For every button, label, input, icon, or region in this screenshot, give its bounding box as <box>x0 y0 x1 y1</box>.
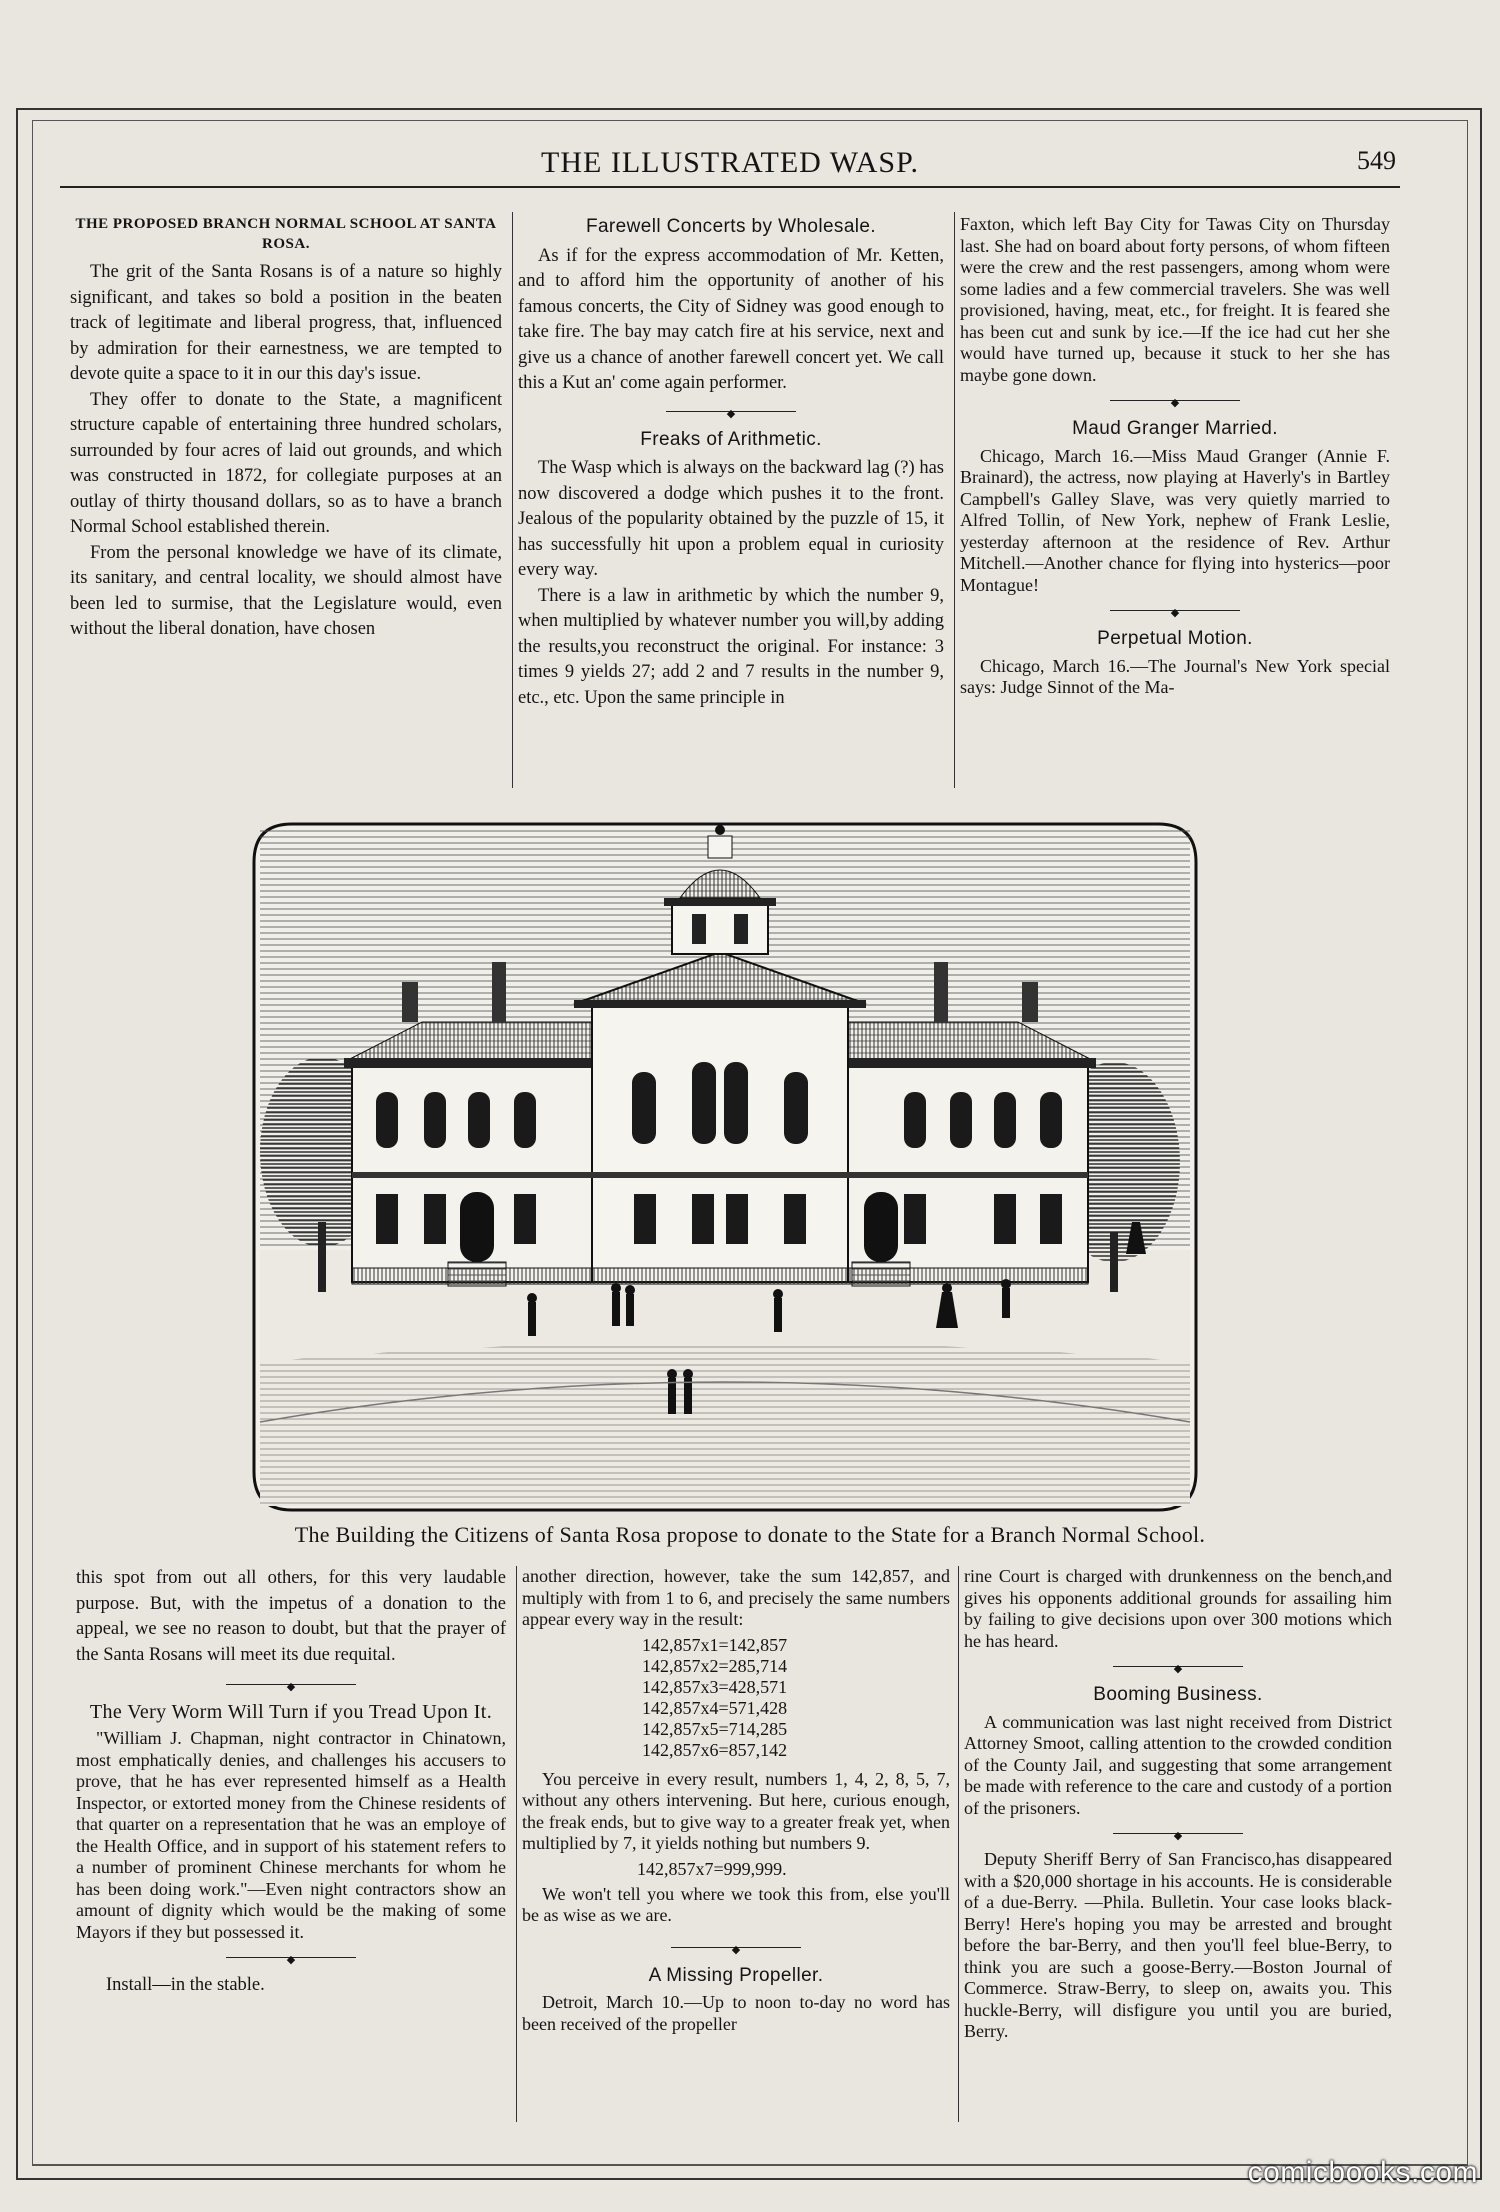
article-heading-farewell-concerts: Farewell Concerts by Wholesale. <box>585 216 877 237</box>
ornament-divider <box>1113 1827 1243 1841</box>
article-paragraph: Detroit, March 10.—Up to noon to-day no word has been received of the propeller <box>522 1992 950 2034</box>
masthead <box>60 140 1400 188</box>
illustration-caption: The Building the Citizens of Santa Rosa propose to donate to the State for a Branch Normal School. <box>294 1522 1206 1547</box>
article-paragraph: They offer to donate to the State, a magnificent structure capable of entertaining three hundred scholars, surrounded by four acres of laid out grounds, and which was constructed in 1872, for collegiate purposes at an outlay of thirty thousand dollars, so as to have a branch Normal School established therein. <box>70 389 502 537</box>
ornament-divider <box>666 405 796 419</box>
article-paragraph: rine Court is charged with drunkenness on the bench,and gives his opponents additional grounds for assailing him by failing to give decisions upon over 300 motions which he has heard. <box>964 1566 1392 1651</box>
masthead-title: THE ILLUSTRATED WASP. <box>541 146 919 179</box>
article-heading-maud-granger: Maud Granger Married. <box>1072 418 1278 439</box>
article-paragraph: Chicago, March 16.—Miss Maud Granger (Annie F. Brainard), the actress, now playing at Haverly's in Bartley Campbell's Galley Slave, was very quietly married to Alfred Tollin, of New York, nephew of Frank Leslie, yesterday afternoon at the residence of Rev. Arthur Mitchell.—Another chance for flying into hysterics—poor Montague! <box>960 445 1390 595</box>
ornament-divider <box>1110 394 1240 408</box>
column-rule <box>958 1566 959 2122</box>
article-heading-very-worm: The Very Worm Will Turn if you Tread Upon It. <box>89 1701 493 1723</box>
article-paragraph: The grit of the Santa Rosans is of a nature so highly significant, and takes so bold a position in the beaten track of legitimate and liberal progress, that, influenced by admiration for their earnestness, we are tempted to devote quite a space to it in our this day's issue. <box>70 262 502 384</box>
column-rule <box>512 212 513 788</box>
article-paragraph: Deputy Sheriff Berry of San Francisco,has disappeared with a $20,000 shortage in his accounts. He is considerable of a due-Berry. —Phila. Bulletin. Your case looks black-Berry! Here's hoping you may be arrested and brought before the bar-Berry, and then you'll feel blue-Berry, to think you are such a goose-Berry.—Boston Journal of Commerce. Straw-Berry, to sleep on, awaits you. This huckle-Berry, will disfigure you until you are buried, Berry. <box>964 1849 1392 2041</box>
ornament-divider <box>226 1951 356 1965</box>
ornament-divider <box>671 1941 801 1955</box>
column-2-top <box>518 214 944 711</box>
article-paragraph: The Wasp which is always on the backward lag (?) has now discovered a dodge which pushes it to the front. Jealous of the popularity obtained by the puzzle of 15, it has successfully hit upon a problem equal in curiosity every way. <box>518 458 944 580</box>
column-3-bottom <box>964 1566 1392 2043</box>
math-line: 142,857x1=142,857 <box>642 1634 788 1655</box>
article-heading-missing-propeller: A Missing Propeller. <box>648 1964 824 1986</box>
article-paragraph: this spot from out all others, for this very laudable purpose. But, with the impetus of a donation to the appeal, we see no reason to doubt, but that the prayer of the Santa Rosans will meet its due requital. <box>76 1568 506 1665</box>
column-3-top <box>960 214 1390 699</box>
math-line: 142,857x2=285,714 <box>642 1655 788 1676</box>
column-rule <box>516 1566 517 2122</box>
article-paragraph: another direction, however, take the sum 142,857, and multiply with from 1 to 6, and precisely the same numbers appear every way in the result: <box>522 1566 950 1629</box>
article-paragraph: From the personal knowledge we have of its climate, its sanitary, and central locality, we should almost have been led to surmise, that the Legislature would, even without the liberal donation, have chosen <box>70 542 502 639</box>
article-paragraph: "William J. Chapman, night contractor in Chinatown, most emphatically denies, and challenges his accusers to prove, that he has ever represented himself as a Health Inspector, or extorted money from the Chinese residents of that quarter on a representation that he was an employe of the Health Office, and in support of his statement refers to a number of prominent Chinese merchants for whom he has been doing work."—Even night contractors show an amount of dignity which would be the making of some Mayors if they but possessed it. <box>76 1728 506 1942</box>
article-paragraph: Install—in the stable. <box>106 1975 265 1995</box>
article-paragraph: A communication was last night received from District Attorney Smoot, calling attention to the crowded condition of the County Jail, and suggesting that some arrangement be made with reference to the care and custody of a portion of the prisoners. <box>964 1711 1392 1818</box>
column-1-top <box>70 214 502 643</box>
math-line-seven: 142,857x7=999,999. <box>637 1858 787 1879</box>
ornament-divider <box>1110 604 1240 618</box>
normal-school-building-engraving <box>252 822 1198 1512</box>
column-rule <box>954 212 955 788</box>
article-heading-freaks-of-arithmetic: Freaks of Arithmetic. <box>640 428 822 450</box>
article-paragraph: Chicago, March 16.—The Journal's New York special says: Judge Sinnot of the Ma- <box>960 655 1390 697</box>
article-heading-perpetual-motion: Perpetual Motion. <box>1097 628 1253 649</box>
article-heading-booming-business: Booming Business. <box>1093 1684 1263 1705</box>
watermark-logo: comicbooks.com <box>1247 2156 1478 2189</box>
column-1-bottom <box>76 1566 506 1999</box>
article-heading-normal-school: THE PROPOSED BRANCH NORMAL SCHOOL AT SANTA ROSA. <box>75 216 497 252</box>
article-paragraph: You perceive in every result, numbers 1, 4, 2, 8, 5, 7, without any others intervening. But here, curious enough, the freak ends, but to give way to a greater freak yet, when multiplied by 7, it yields nothing but numbers 9. <box>522 1768 950 1853</box>
article-paragraph: We won't tell you where we took this from, else you'll be as wise as we are. <box>522 1883 950 1925</box>
math-line: 142,857x3=428,571 <box>642 1676 788 1697</box>
math-line: 142,857x6=857,142 <box>642 1739 788 1760</box>
multiplication-table <box>522 1635 950 1761</box>
article-paragraph: Faxton, which left Bay City for Tawas City on Thursday last. She had on board about forty persons, of whom fifteen were the crew and the rest passengers, among whom were some ladies and a few commercial travelers. She was well provisioned, having, meat, etc., for freight. It is feared she has been cut and sunk by ice.—If the ice had cut her she would have turned up, because it stuck to her she has maybe gone down. <box>960 214 1390 385</box>
math-line: 142,857x4=571,428 <box>642 1697 788 1718</box>
article-paragraph: As if for the express accommodation of Mr. Ketten, and to afford him the opportunity of another of his famous concerts, the City of Sidney was good enough to take fire. The bay may catch fire at his service, next and give us a chance of another farewell concert yet. We call this a Kut an' come again performer. <box>518 245 944 393</box>
column-2-bottom <box>522 1566 950 2035</box>
math-line: 142,857x5=714,285 <box>642 1718 788 1739</box>
ornament-divider <box>226 1678 356 1692</box>
article-paragraph: There is a law in arithmetic by which the number 9, when multiplied by whatever number you will,by adding the results,you reconstruct the original. For instance: 3 times 9 yields 27; add 2 and 7 results in the number 9, etc., etc. Upon the same principle in <box>518 585 944 708</box>
ornament-divider <box>1113 1660 1243 1674</box>
page-number: 549 <box>1357 146 1396 175</box>
